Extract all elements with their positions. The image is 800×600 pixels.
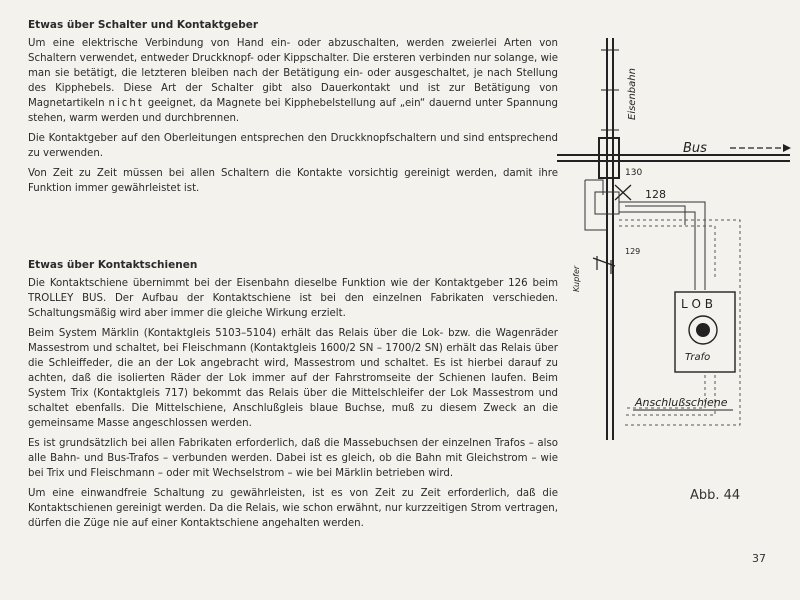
label-129: 129 [625,247,641,256]
label-lob: L O B [681,297,713,311]
crossing-contact [599,138,619,178]
paragraph: Es ist grundsätzlich bei allen Fabrikaten erforderlich, daß die Massebuchsen der einzelnen Trafos – also alle Bahn- und Bus-Trafos – verbunden werden. Dabei ist es gleich, ob die Bahn mit Gleichstrom – wie bei Trix und Fleischmann – oder mit Wechselstrom – wie bei Märklin betrieben wird. [28,438,558,479]
label-bus: Bus [683,141,707,156]
label-anschlussschiene: Anschlußschiene [635,396,728,409]
paragraph: Die Kontaktgeber auf den Oberleitungen entsprechen den Druckknopfschaltern und sind entsprechend zu verwenden. [28,133,558,159]
contact-129 [593,256,615,274]
label-130: 130 [625,168,643,178]
label-128: 128 [645,188,666,201]
paragraph: Um eine einwandfreie Schaltung zu gewährleisten, ist es von Zeit zu Zeit erforderlich, daß die Kontaktschienen gereinigt werden. Da die Relais, wie schon erwähnt, nur kurzzeitigen Strom vertragen, dürfen die Züge nie auf einer Kontaktschiene angehalten werden. [28,488,558,529]
paragraph: Von Zeit zu Zeit müssen bei allen Schaltern die Kontakte vorsichtig gereinigt werden, damit ihre Funktion immer gewährleistet ist. [28,168,558,194]
section-2 [28,258,558,536]
paragraph: Die Kontaktschiene übernimmt bei der Eisenbahn dieselbe Funktion wie der Kontaktgeber 126 beim TROLLEY BUS. Der Aufbau der Kontaktschiene ist bei den einzelnen Fabrikaten verschieden. Schaltungsmäßig wird aber immer die gleiche Wirkung erzielt. [28,278,558,319]
label-kupfer: Kupfer [572,265,581,292]
page-number: 37 [752,552,766,565]
figure-caption: Abb. 44 [690,488,741,503]
section-1 [28,18,558,201]
paragraph: Um eine elektrische Verbindung von Hand ein- oder abzuschalten, werden zweierlei Arten von Schaltern verwendet, entweder Druckknopf- oder Kippschalter. Die ersteren verbinden nur solange, wie man sie betätigt, die letzteren bleiben nach der Betätigung ein- oder ausgeschaltet, je nach Stellung des Kipphebels. Diese Art der Schalter gibt also Dauerkontakt und ist zur Betätigung von Magnetartikeln nicht geeignet, da Magnete bei Kipphebelstellung auf „ein“ dauernd unter Spannung stehen, warm werden und durchbrennen. [28,38,558,124]
emphasis-nicht: nicht [108,98,144,109]
railway-track [607,38,613,440]
bus-line [557,155,790,161]
trafo-knob-inner [696,323,710,337]
wiring-diagram [555,30,795,450]
track-ties [601,50,619,130]
label-trafo: Trafo [685,352,711,363]
paragraph: Beim System Märklin (Kontaktgleis 5103–5104) erhält das Relais über die Lok- bzw. die Wagenräder Massestrom und schaltet, bei Fleischmann (Kontaktgleis 1600/2 SN – 1700/2 SN) erhält das Relais über die Schleiffeder, die an der Lok angebracht wird, Massestrom und schaltet. Es ist hierbei darauf zu achten, daß die isolierten Räder der Lok immer auf der Fahrstromseite der Schienen laufen. Beim System Trix (Kontaktgleis 717) bekommt das Relais über die Mittelschleifer der Lok Massestrom und schaltet ebenfalls. Die Mittelschiene, Anschlußgleis blaue Buchse, muß zu diesem Zweck an die gemeinsame Masse angeschlossen werden. [28,328,558,429]
heading-schalter: Etwas über Schalter und Kontaktgeber [28,19,259,31]
heading-kontaktschienen: Etwas über Kontaktschienen [28,259,198,271]
bus-arrow-head [783,144,791,152]
label-eisenbahn: Eisenbahn [627,68,638,120]
